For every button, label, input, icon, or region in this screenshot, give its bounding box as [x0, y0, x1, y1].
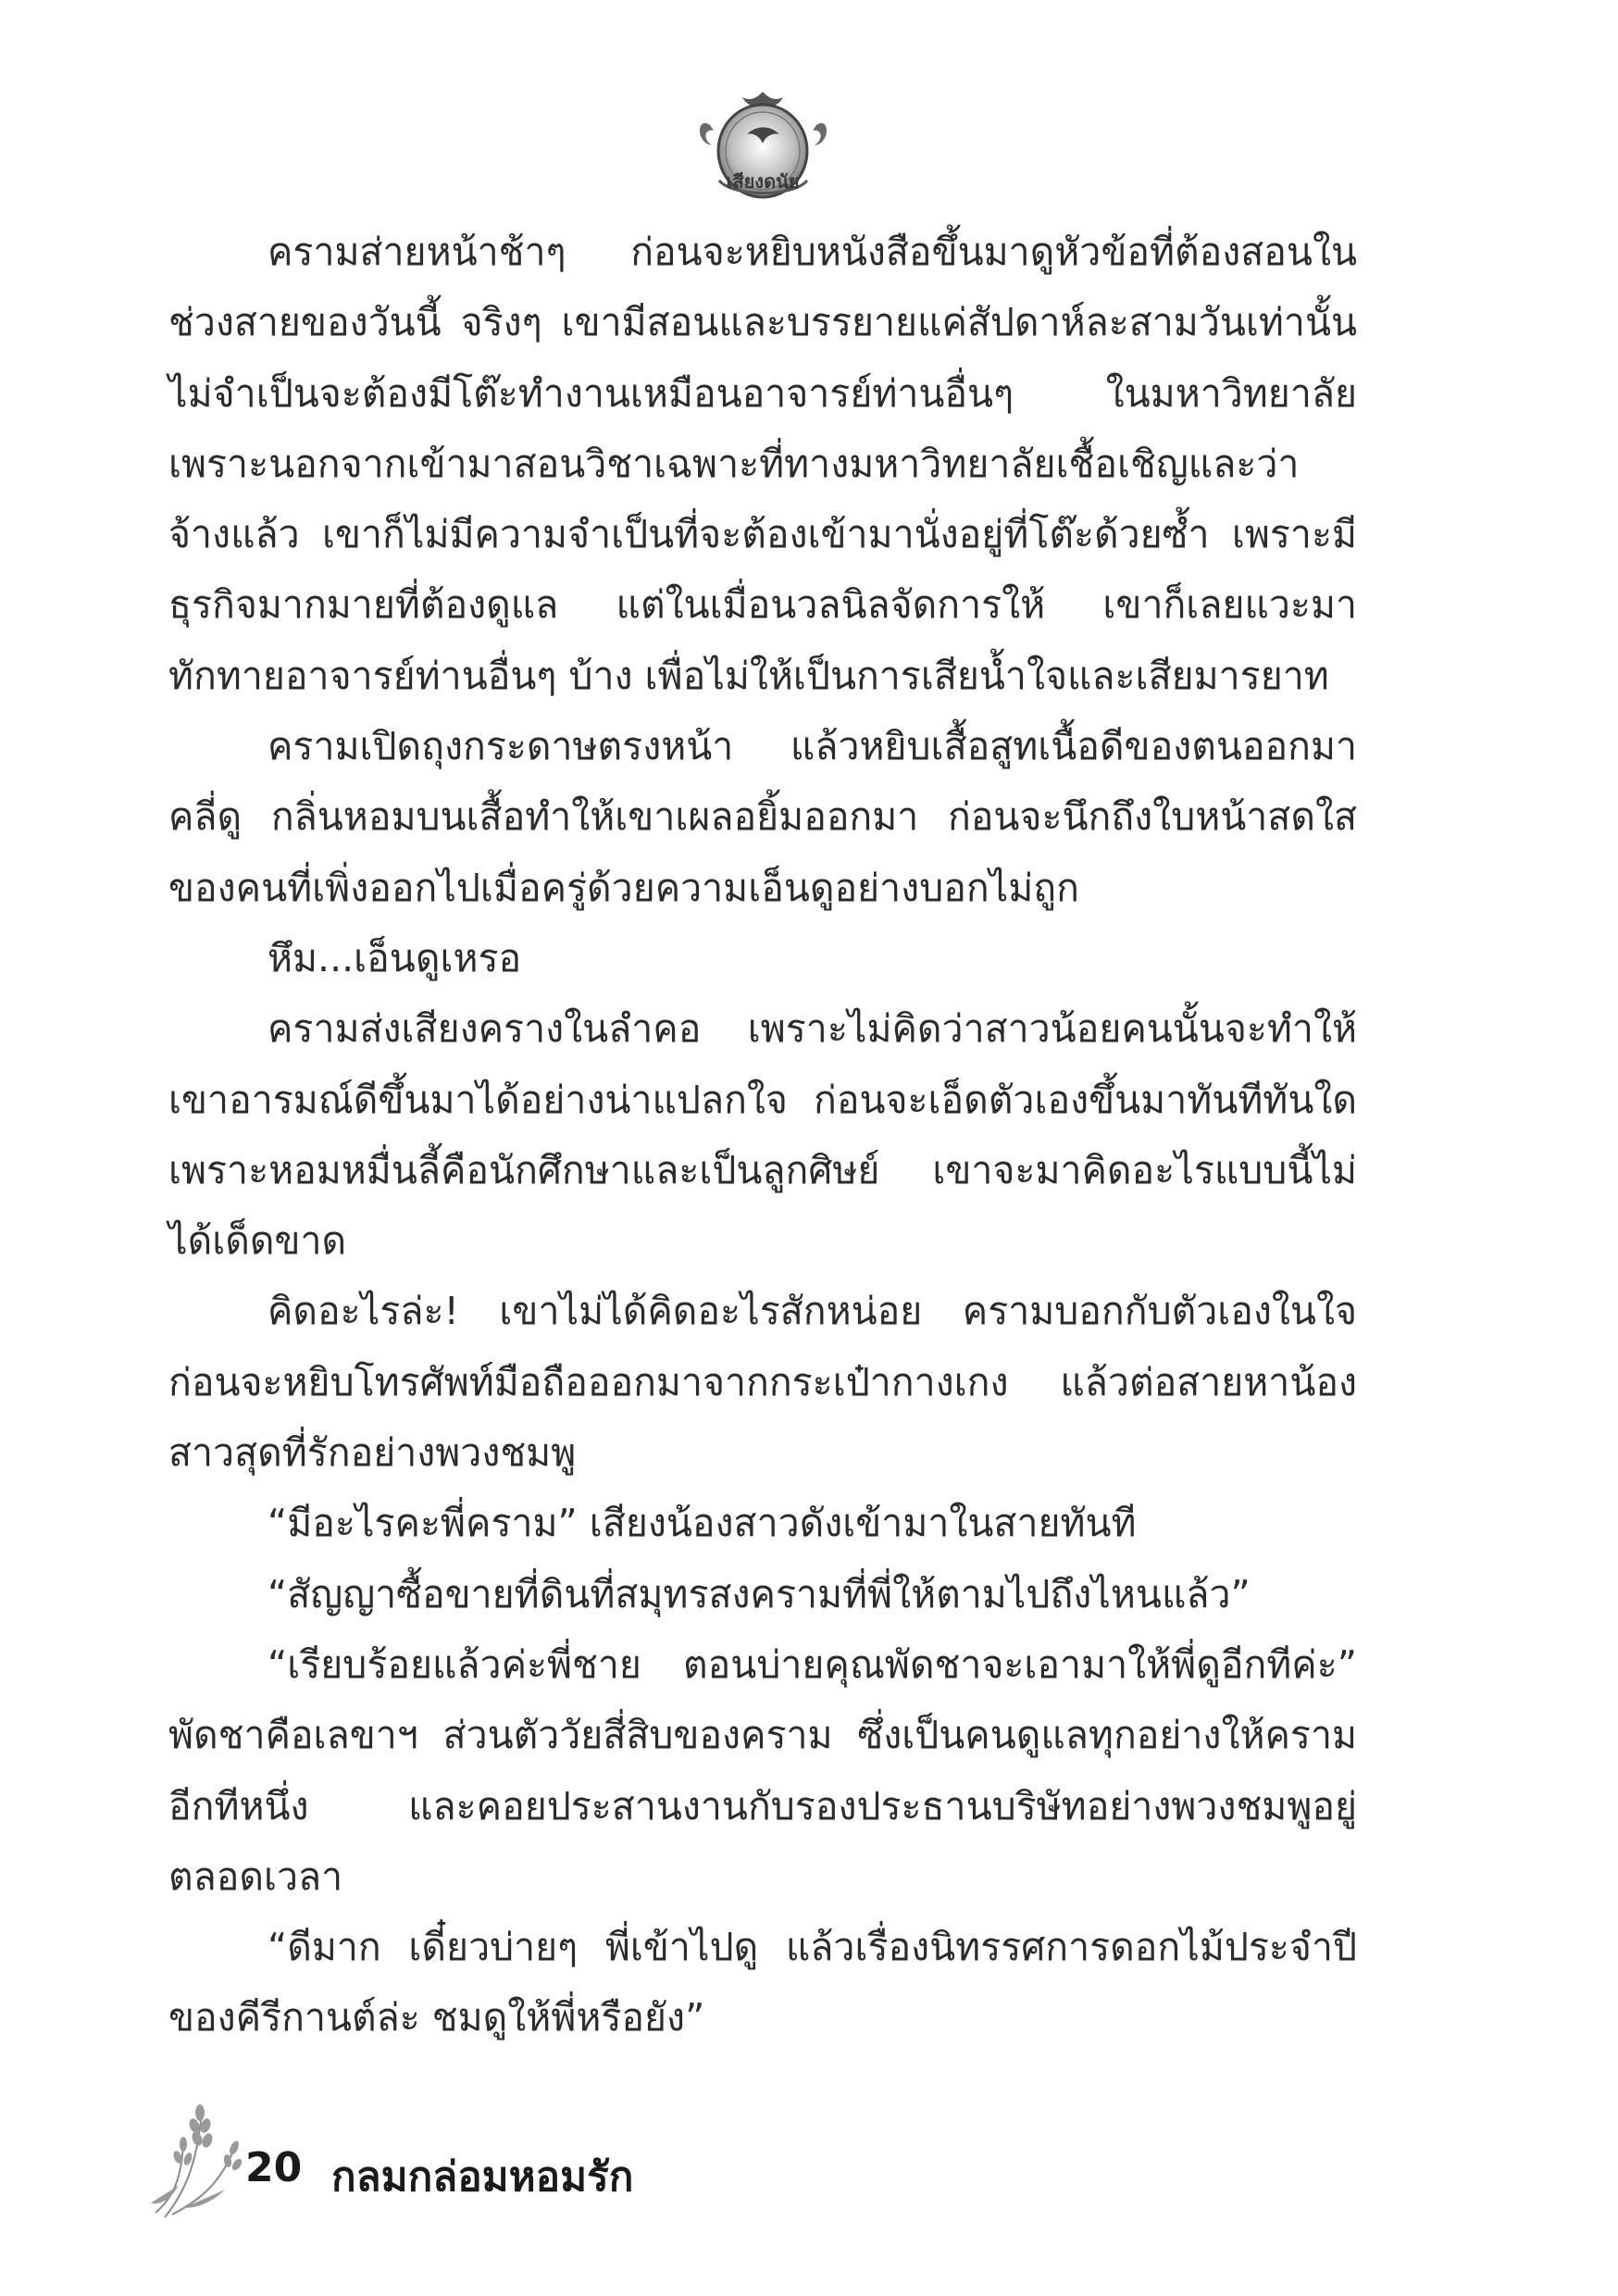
- paragraph: “เรียบร้อยแล้วค่ะพี่ชาย ตอนบ่ายคุณพัดชาจะเอามาให้พี่ดูอีกทีค่ะ” พัดชาคือเลขาฯ ส่วนตัววัยสี่สิบของคราม ซึ่งเป็นคนดูแลทุกอย่างให้ครามอีกทีหนึ่ง และคอยประสานงานกับรองประธานบริษัทอย่างพวงชมพูอยู่ตลอดเวลา: [168, 1641, 1357, 1899]
- paragraph: ครามเปิดถุงกระดาษตรงหน้า แล้วหยิบเสื้อสูทเนื้อดีของตนออกมาคลี่ดู กลิ่นหอมบนเสื้อทำให้เขาเผลอยิ้มออกมา ก่อนจะนึกถึงใบหน้าสดใสของคนที่เพิ่งออกไปเมื่อครู่ด้วยความเอ็นดูอย่างบอกไม่ถูก: [168, 724, 1357, 910]
- page-footer: [146, 2092, 794, 2231]
- publisher-logo: [691, 88, 835, 208]
- book-title: กลมกล่อมหอมรัก: [331, 2153, 634, 2201]
- paragraph: ครามส่งเสียงครางในลำคอ เพราะไม่คิดว่าสาวน้อยคนนั้นจะทำให้เขาอารมณ์ดีขึ้นมาได้อย่างน่าแปลกใจ ก่อนจะเอ็ดตัวเองขึ้นมาทันทีทันใด เพราะหอมหมื่นลี้คือนักศึกษาและเป็นลูกศิษย์ เขาจะมาคิดอะไรแบบนี้ไม่ได้เด็ดขาด: [168, 1006, 1357, 1264]
- paragraph: “มีอะไรคะพี่คราม” เสียงน้องสาวดังเข้ามาในสายทันที: [268, 1501, 1137, 1546]
- body-text: [168, 217, 1357, 2053]
- paragraph: ครามส่ายหน้าช้าๆ ก่อนจะหยิบหนังสือขึ้นมาดูหัวข้อที่ต้องสอนในช่วงสายของวันนี้ จริงๆ เขามีสอนและบรรยายแค่สัปดาห์ละสามวันเท่านั้น ไม่จำเป็นจะต้องมีโต๊ะทำงานเหมือนอาจารย์ท่านอื่นๆ ในมหาวิทยาลัย เพราะนอกจากเข้ามาสอนวิชาเฉพาะที่ทางมหาวิทยาลัยเชื้อเชิญและว่าจ้างแล้ว เขาก็ไม่มีความจำเป็นที่จะต้องเข้ามานั่งอยู่ที่โต๊ะด้วยซ้ำ เพราะมีธุรกิจมากมายที่ต้องดูแล แต่ในเมื่อนวลนิลจัดการให้ เขาก็เลยแวะมาทักทายอาจารย์ท่านอื่นๆ บ้าง เพื่อไม่ให้เป็นการเสียน้ำใจและเสียมารยาท: [168, 230, 1357, 698]
- logo-text: เสียงดนัย: [726, 170, 800, 193]
- paragraph: “ดีมาก เดี๋ยวบ่ายๆ พี่เข้าไปดู แล้วเรื่องนิทรรศการดอกไม้ประจำปีของคีรีกานต์ล่ะ ชมดูให้พี่หรือยัง”: [168, 1925, 1357, 2040]
- lavender-sprig-icon: [146, 2092, 255, 2222]
- paragraph: “สัญญาซื้อขายที่ดินที่สมุทรสงครามที่พี่ให้ตามไปถึงไหนแล้ว”: [268, 1571, 1251, 1616]
- paragraph: คิดอะไรล่ะ! เขาไม่ได้คิดอะไรสักหน่อย ครามบอกกับตัวเองในใจก่อนจะหยิบโทรศัพท์มือถือออกมาจากกระเป๋ากางเกง แล้วต่อสายหาน้องสาวสุดที่รักอย่างพวงชมพู: [168, 1289, 1357, 1476]
- page-number: 20: [245, 2144, 303, 2191]
- paragraph: หึม...เอ็นดูเหรอ: [268, 935, 522, 980]
